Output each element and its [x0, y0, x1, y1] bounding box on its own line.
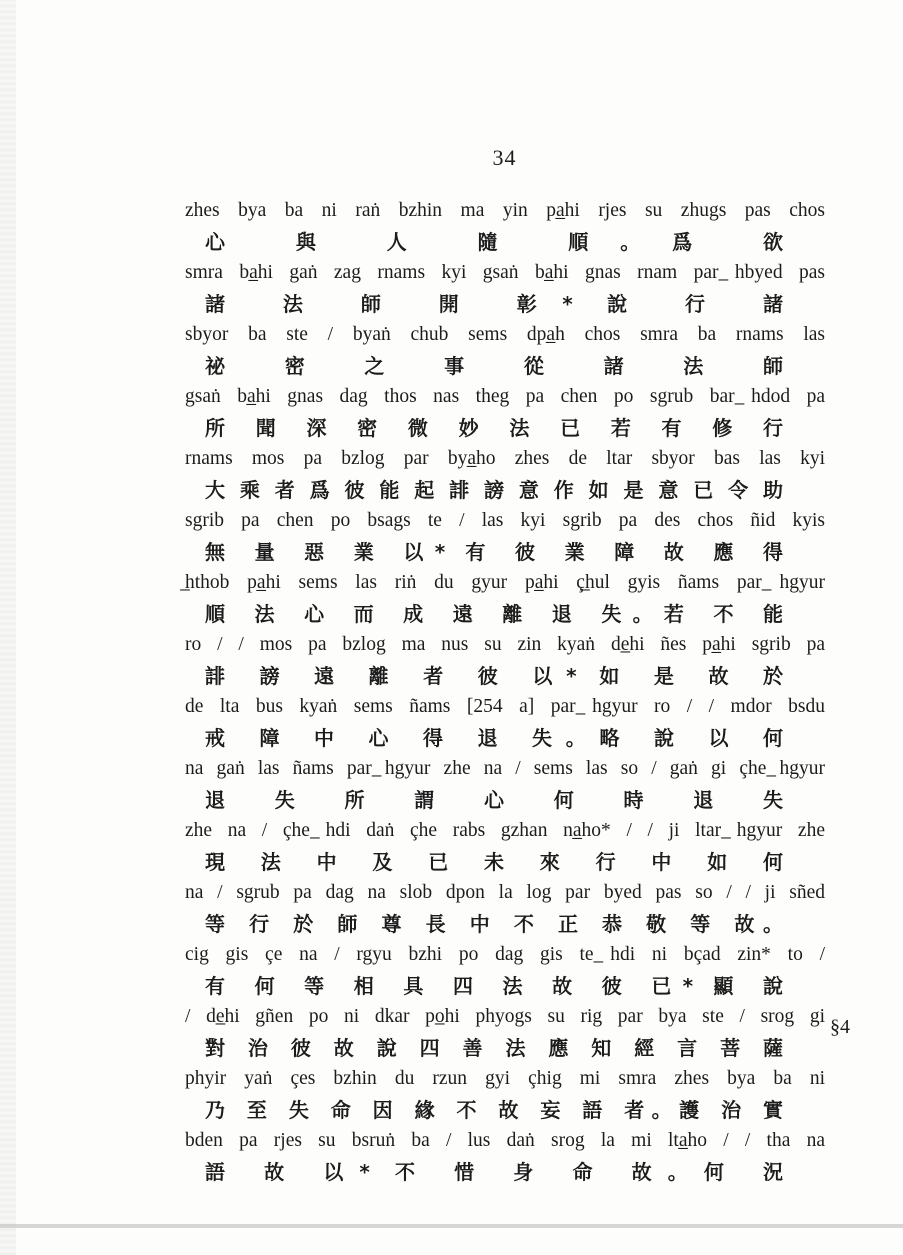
tibetan-line: sbyor ba ste / byaṅ chub sems dpa̲h chos smra ba rnams las [185, 324, 825, 345]
section-marker: §4 [830, 1016, 850, 1038]
tibetan-line: smra ba̲hi gaṅ zag rnams kyi gsaṅ ba̲hi gnas rnam par ̲hbyed pas [185, 262, 825, 283]
chinese-line: 等 行 於 師 尊 長 中 不 正 恭 敬 等 故。 [205, 912, 785, 936]
chinese-line: 誹 謗 遠 離 者 彼 以* 如 是 故 於 [205, 664, 785, 688]
tibetan-line: bden pa rjes su bsruṅ ba / lus daṅ srog la mi lta̲ho / / tha na [185, 1130, 825, 1151]
chinese-line: 無 量 惡 業 以* 有 彼 業 障 故 應 得 [205, 540, 785, 564]
tibetan-line: cig gis çe na / rgyu bzhi po dag gis te ̲hdi ni bçad zin* to / [185, 944, 825, 965]
tibetan-line: zhe na / çhe ̲hdi daṅ çhe rabs gzhan na̲ho* / / ji ltar ̲hgyur zhe [185, 820, 825, 841]
tibetan-line: ̲hthob pa̲hi sems las riṅ du gyur pa̲hi ç̲hul gyis ñams par ̲hgyur [185, 572, 825, 593]
scan-binding-edge [0, 0, 16, 1255]
chinese-line: 祕 密 之 事 從 諸 法 師 [205, 354, 785, 378]
tibetan-line: na / sgrub pa dag na slob dpon la log par byed pas so / / ji sñed [185, 882, 825, 903]
page-number: 34 [492, 145, 517, 170]
chinese-line: 大 乘 者 爲 彼 能 起 誹 謗 意 作 如 是 意 已 令 助 [205, 478, 785, 502]
scan-bottom-edge [0, 1224, 903, 1228]
chinese-line: 對 治 彼 故 說 四 善 法 應 知 經 言 菩 薩 [205, 1036, 785, 1060]
chinese-line: 所 聞 深 密 微 妙 法 已 若 有 修 行 [205, 416, 785, 440]
tibetan-line: de lta bus kyaṅ sems ñams [254 a] par ̲hgyur ro / / mdor bsdu [185, 696, 825, 717]
tibetan-line: phyir yaṅ çes bzhin du rzun gyi çhig mi smra zhes bya ba ni [185, 1068, 825, 1089]
chinese-line: 乃 至 失 命 因 緣 不 故 妄 語 者。護 治 實 [205, 1098, 785, 1122]
chinese-line: 順 法 心 而 成 遠 離 退 失。若 不 能 [205, 602, 785, 626]
chinese-line: 現 法 中 及 已 未 來 行 中 如 何 [205, 850, 785, 874]
bilingual-text-block [185, 196, 825, 1188]
chinese-line: 退 失 所 謂 心 何 時 退 失 [205, 788, 785, 812]
tibetan-line: gsaṅ ba̲hi gnas dag thos nas theg pa chen po sgrub bar ̲hdod pa [185, 386, 825, 407]
chinese-line: 有 何 等 相 具 四 法 故 彼 已* 顯 說 [205, 974, 785, 998]
tibetan-line: na gaṅ las ñams par ̲hgyur zhe na / sems las so / gaṅ gi çhe ̲hgyur [185, 758, 825, 779]
chinese-line: 諸 法 師 開 彰* 說 行 諸 [205, 292, 785, 316]
tibetan-line: zhes bya ba ni raṅ bzhin ma yin pa̲hi rjes su zhugs pas chos [185, 200, 825, 221]
chinese-line: 戒 障 中 心 得 退 失。略 說 以 何 [205, 726, 785, 750]
tibetan-line: rnams mos pa bzlog par bya̲ho zhes de ltar sbyor bas las kyi [185, 448, 825, 469]
chinese-line: 心 與 人 隨 順。爲 欲 [205, 230, 785, 254]
tibetan-line: sgrib pa chen po bsags te / las kyi sgrib pa des chos ñid kyis [185, 510, 825, 531]
tibetan-line: / de̲hi gñen po ni dkar po̲hi phyogs su rig par bya ste / srog gi [185, 1006, 825, 1027]
tibetan-line: ro / / mos pa bzlog ma nus su zin kyaṅ de̲hi ñes pa̲hi sgrib pa [185, 634, 825, 655]
chinese-line: 語 故 以* 不 惜 身 命 故。何 況 [205, 1160, 785, 1184]
